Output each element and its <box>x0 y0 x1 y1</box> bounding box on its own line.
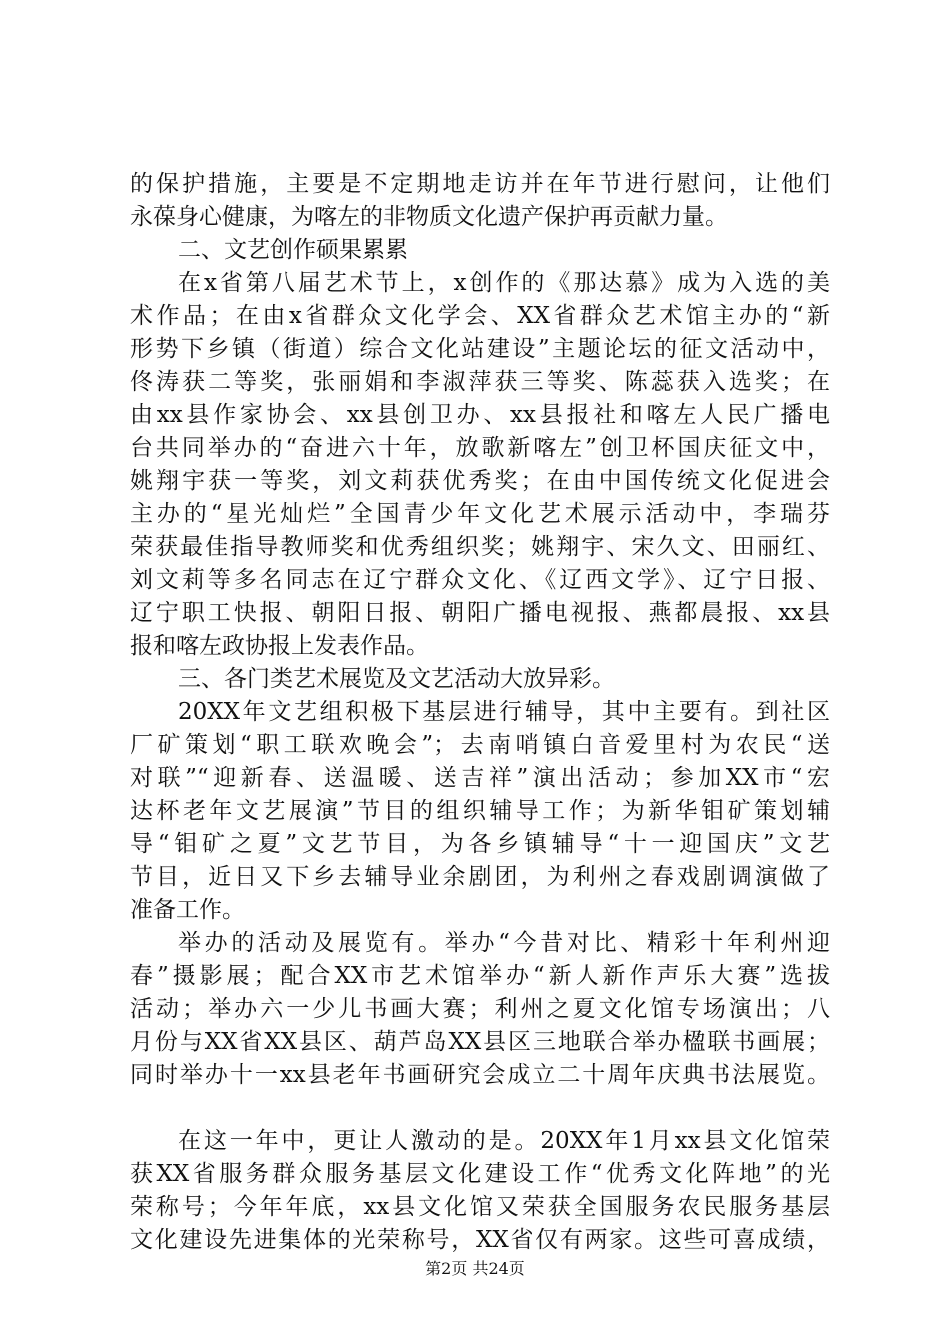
text-line: 辽宁职工快报、朝阳日报、朝阳广播电视报、燕都晨报、xx县 <box>130 600 830 626</box>
text-line: 对联”“迎新春、送温暖、送吉祥”演出活动；参加XX市“宏 <box>130 765 830 791</box>
text-line: 获XX省服务群众服务基层文化建设工作“优秀文化阵地”的光 <box>130 1161 830 1187</box>
text-line: 准备工作。 <box>130 897 245 923</box>
document-body <box>130 168 830 1257</box>
text-line: 主办的“星光灿烂”全国青少年文化艺术展示活动中，李瑞芬 <box>130 501 830 527</box>
text-line: 佟涛获二等奖，张丽娟和李淑萍获三等奖、陈蕊获入选奖；在 <box>130 369 830 395</box>
text-line: 术作品；在由x省群众文化学会、XX省群众艺术馆主办的“新 <box>130 303 830 329</box>
page-footer: 第2页 共24页 <box>425 1259 525 1278</box>
text-line: 台共同举办的“奋进六十年，放歌新喀左”创卫杯国庆征文中， <box>130 435 830 461</box>
text-line: 姚翔宇获一等奖，刘文莉获优秀奖；在由中国传统文化促进会 <box>130 468 830 494</box>
text-line: 由xx县作家协会、xx县创卫办、xx县报社和喀左人民广播电 <box>130 402 830 428</box>
text-line: 同时举办十一xx县老年书画研究会成立二十周年庆典书法展览。 <box>130 1062 830 1088</box>
text-line: 刘文莉等多名同志在辽宁群众文化、《辽西文学》、辽宁日报、 <box>130 567 830 593</box>
text-line: 在这一年中，更让人激动的是。20XX年1月xx县文化馆荣 <box>178 1128 830 1154</box>
text-line: 荣称号；今年年底，xx县文化馆又荣获全国服务农民服务基层 <box>130 1194 830 1220</box>
text-line: 报和喀左政协报上发表作品。 <box>130 633 429 659</box>
text-line: 厂矿策划“职工联欢晚会”；去南哨镇白音爱里村为农民“送 <box>130 732 830 758</box>
text-line: 节目，近日又下乡去辅导业余剧团，为利州之春戏剧调演做了 <box>130 864 830 890</box>
text-line: 的保护措施，主要是不定期地走访并在年节进行慰问，让他们 <box>130 171 830 197</box>
text-line: 春”摄影展；配合XX市艺术馆举办“新人新作声乐大赛”选拔 <box>130 963 830 989</box>
text-line: 三、各门类艺术展览及文艺活动大放异彩。 <box>178 666 615 692</box>
text-line: 举办的活动及展览有。举办“今昔对比、精彩十年利州迎 <box>178 930 830 956</box>
text-line: 形势下乡镇（街道）综合文化站建设”主题论坛的征文活动中， <box>130 336 830 362</box>
text-line: 月份与XX省XX县区、葫芦岛XX县区三地联合举办楹联书画展； <box>130 1029 830 1055</box>
paragraph-gap <box>130 1092 830 1125</box>
text-line: 活动；举办六一少儿书画大赛；利州之夏文化馆专场演出；八 <box>130 996 830 1022</box>
text-line: 导“钼矿之夏”文艺节目，为各乡镇辅导“十一迎国庆”文艺 <box>130 831 830 857</box>
text-line: 永葆身心健康，为喀左的非物质文化遗产保护再贡献力量。 <box>130 204 728 230</box>
text-line: 20XX年文艺组积极下基层进行辅导，其中主要有。到社区 <box>178 699 830 725</box>
text-line: 达杯老年文艺展演”节目的组织辅导工作；为新华钼矿策划辅 <box>130 798 830 824</box>
text-line: 文化建设先进集体的光荣称号，XX省仅有两家。这些可喜成绩， <box>130 1227 830 1253</box>
text-line: 在x省第八届艺术节上，x创作的《那达慕》成为入选的美 <box>178 270 830 296</box>
text-line: 二、文艺创作硕果累累 <box>178 237 408 263</box>
text-line: 荣获最佳指导教师奖和优秀组织奖；姚翔宇、宋久文、田丽红、 <box>130 534 830 560</box>
